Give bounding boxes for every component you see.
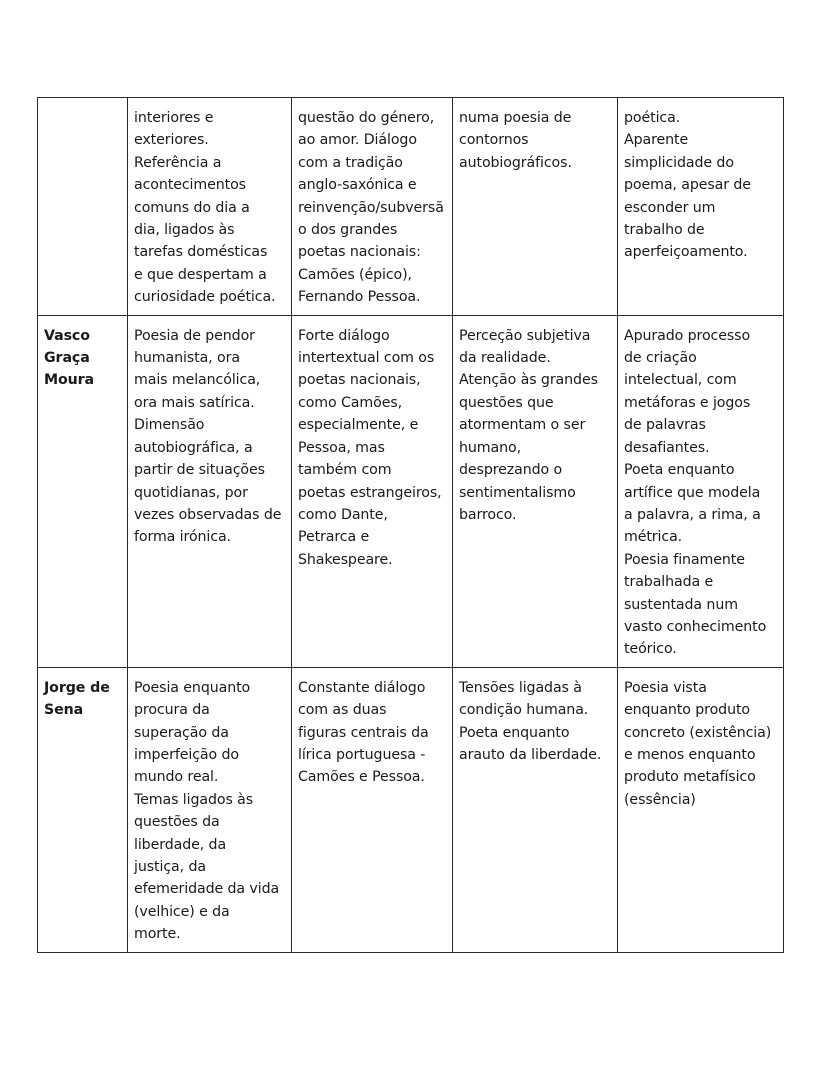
table-cell: questão do género, ao amor. Diálogo com a tradição anglo-saxónica e reinvenção/subversã o dos grandes poetas nacionais: Camões (épico), Fernando Pessoa. — [292, 98, 453, 316]
table-row — [38, 98, 784, 316]
table-cell: Perceção subjetiva da realidade. Atenção às grandes questões que atormentam o ser humano, desprezando o sentimentalismo barroco. — [453, 315, 618, 667]
table-cell: Constante diálogo com as duas figuras centrais da lírica portuguesa - Camões e Pessoa. — [292, 667, 453, 952]
table-row — [38, 667, 784, 952]
poet-name-cell: Jorge de Sena — [38, 667, 128, 952]
document-page — [37, 97, 783, 953]
table-cell: Forte diálogo intertextual com os poetas nacionais, como Camões, especialmente, e Pessoa, mas também com poetas estrangeiros, como Dante, Petrarca e Shakespeare. — [292, 315, 453, 667]
table-cell: Tensões ligadas à condição humana. Poeta enquanto arauto da liberdade. — [453, 667, 618, 952]
table-cell: Apurado processo de criação intelectual, com metáforas e jogos de palavras desafiantes. Poeta enquanto artífice que modela a palavra, a rima, a métrica. Poesia finamente trabalhada e sustentada num vasto conhecimento teórico. — [618, 315, 784, 667]
poet-name-cell: Vasco Graça Moura — [38, 315, 128, 667]
table-cell: Poesia enquanto procura da superação da imperfeição do mundo real. Temas ligados às questões da liberdade, da justiça, da efemeridade da vida (velhice) e da morte. — [128, 667, 292, 952]
table-cell: numa poesia de contornos autobiográficos. — [453, 98, 618, 316]
poets-comparison-table — [37, 97, 784, 953]
table-cell: Poesia de pendor humanista, ora mais melancólica, ora mais satírica. Dimensão autobiográfica, a partir de situações quotidianas, por vezes observadas de forma irónica. — [128, 315, 292, 667]
table-row — [38, 315, 784, 667]
table-cell: poética. Aparente simplicidade do poema, apesar de esconder um trabalho de aperfeiçoamento. — [618, 98, 784, 316]
table-cell: Poesia vista enquanto produto concreto (existência) e menos enquanto produto metafísico (essência) — [618, 667, 784, 952]
table-cell: interiores e exteriores. Referência a acontecimentos comuns do dia a dia, ligados às tarefas domésticas e que despertam a curiosidade poética. — [128, 98, 292, 316]
poet-name-cell — [38, 98, 128, 316]
